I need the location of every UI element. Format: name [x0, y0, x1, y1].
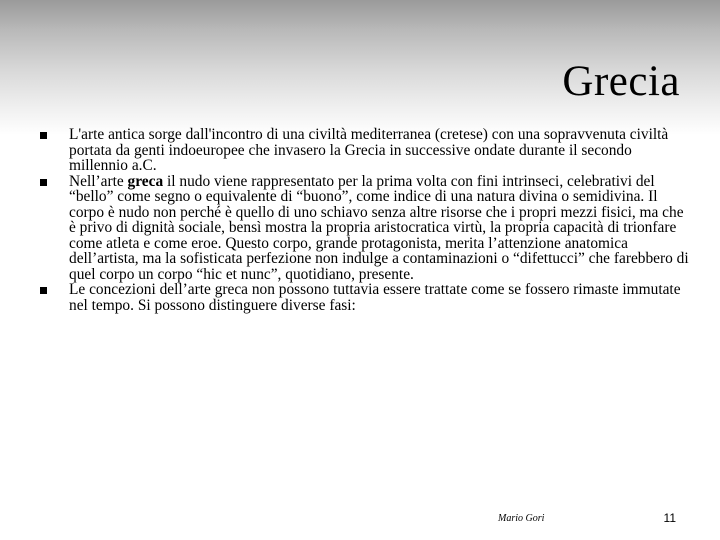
- bullet-text-bold: greca: [127, 172, 164, 190]
- bullet-item: [40, 282, 690, 313]
- square-bullet-icon: [40, 287, 47, 294]
- square-bullet-icon: [40, 132, 47, 139]
- bullet-item: [40, 127, 690, 174]
- bullet-text-end: il nudo viene rappresentato per la prima volta con fini intrinseci, celebrativi del “bello” come segno o equivalente di “buono”, come indice di una natura divina o semidivina. Il corpo è nudo non perché è quello di uno schiavo senza altre risorse che i propri mezzi fisici, ma che è privo di dignità sociale, bensì mostra la propria aristocratica virtù, la propria capacità di trionfare come atleta e come eroe. Questo corpo, grande protagonista, merita l’attenzione anatomica dell’artista, ma la sofisticata perfezione non indulge a contaminazioni o “difettucci” che farebbero di quel corpo un corpo “hic et nunc”, quotidiano, presente.: [69, 172, 689, 283]
- square-bullet-icon: [40, 179, 47, 186]
- bullet-text: [69, 174, 690, 283]
- bullet-text: L'arte antica sorge dall'incontro di una civiltà mediterranea (cretese) con una sopravvenuta civiltà portata da genti indoeuropee che invasero la Grecia in successive ondate durante il secondo millennio a.C.: [69, 126, 669, 174]
- page-number: 11: [663, 511, 676, 525]
- bullet-item: [40, 174, 690, 283]
- bullet-text: Le concezioni dell’arte greca non possono tuttavia essere trattate come se fossero rimaste immutate nel tempo. Si possono distinguere diverse fasi:: [69, 281, 681, 314]
- bullet-list: [40, 127, 690, 313]
- footer-author: Mario Gori: [498, 513, 545, 524]
- slide-title: Grecia: [562, 58, 680, 105]
- bullet-text-start: Nell’arte: [69, 172, 128, 190]
